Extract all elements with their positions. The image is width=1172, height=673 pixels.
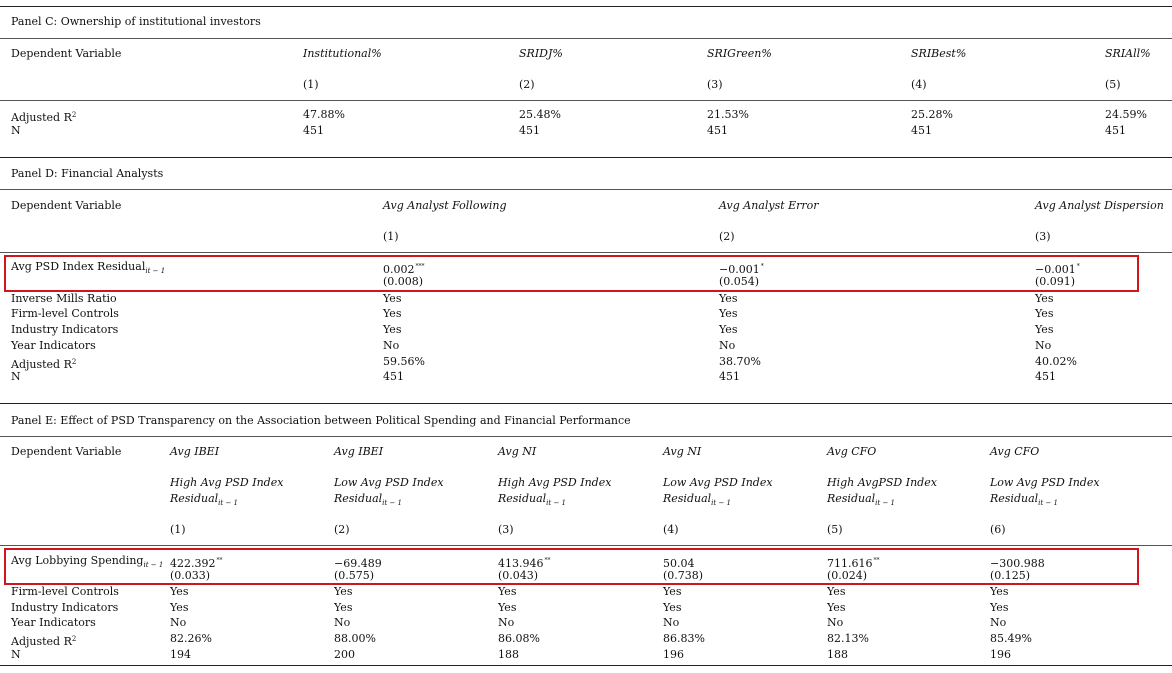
panel-e-p-3: (0.043) [498,569,539,582]
panel-e-c6-year: No [990,616,1007,629]
panel-c-adj-3: 21.53% [707,108,749,121]
panel-d-row-label-n: N [11,370,21,383]
panel-e-coef-stars-5: ** [873,557,880,564]
panel-d-coef-stars-3: * [1076,263,1080,270]
panel-c-body-rule [0,100,1172,101]
panel-d-p-3: (0.091) [1035,275,1076,288]
panel-e-col-num-3: (3) [498,523,514,536]
panel-e-sub1-it-3: Avg PSD Index [528,476,612,489]
panel-d-c2-adj: 38.70% [719,355,761,368]
panel-d-c2-industry: Yes [719,323,738,336]
panel-e-row-label-firm: Firm-level Controls [11,585,119,598]
panel-e-var-text: Avg Lobbying Spending [11,554,144,567]
panel-d-coef-value-2: −0.001 [719,263,760,276]
panel-d-col-num-2: (2) [719,230,735,243]
panel-d-p-1: (0.008) [383,275,424,288]
panel-e-sub2-text-2: Residual [334,492,383,505]
panel-e-c2-n: 200 [334,648,355,661]
panel-c-col-name-2: SRIDJ% [519,47,563,60]
panel-c-col-num-2: (2) [519,78,535,91]
panel-d-c1-imr: Yes [383,292,402,305]
panel-e-p-5: (0.024) [827,569,868,582]
panel-e-sub2-subscript-1: it − 1 [218,499,238,507]
panel-e-c3-industry: Yes [498,601,517,614]
panel-c-n-5: 451 [1105,124,1126,137]
panel-e-header-rule [0,436,1172,437]
r-squared-superscript: 2 [71,111,77,119]
panel-e-c6-adj: 85.49% [990,632,1032,645]
panel-e-c2-year: No [334,616,351,629]
panel-d-c3-imr: Yes [1035,292,1054,305]
panel-c-col-num-5: (5) [1105,78,1121,91]
panel-d-c3-industry: Yes [1035,323,1054,336]
panel-e-c1-n: 194 [170,648,191,661]
panel-e-sub1-it-4: Avg PSD Index [689,476,773,489]
panel-c-col-name-1: Institutional% [303,47,382,60]
panel-e-c4-n: 196 [663,648,684,661]
panel-c-header-rule [0,38,1172,39]
panel-e-p-1: (0.033) [170,569,211,582]
panel-e-col-num-1: (1) [170,523,186,536]
panel-c-col-num-1: (1) [303,78,319,91]
panel-d-c3-firm: Yes [1035,307,1054,320]
panel-e-col-sub2-3 [498,492,566,510]
panel-e-c2-adj: 88.00% [334,632,376,645]
panel-e-sub2-subscript-4: it − 1 [711,499,731,507]
panel-d-c1-year: No [383,339,400,352]
panel-e-c4-firm: Yes [663,585,682,598]
panel-e-sub1-plain-6: Low [990,476,1017,489]
table-bottom-rule [0,665,1172,666]
panel-d-coef-stars-2: * [760,263,764,270]
panel-d-c1-industry: Yes [383,323,402,336]
panel-e-coef-value-5: 711.616 [827,557,873,570]
panel-e-col-sub1-2 [334,476,444,490]
panel-e-col-name-1: Avg IBEI [170,445,220,458]
panel-e-col-name-3: Avg NI [498,445,537,458]
panel-d-p-2: (0.054) [719,275,760,288]
panel-d-coef-stars-1: *** [415,263,425,270]
panel-e-coef-stars-1: ** [216,557,223,564]
panel-e-c5-industry: Yes [827,601,846,614]
panel-e-row-label-year: Year Indicators [11,616,96,629]
panel-e-c5-year: No [827,616,844,629]
panel-e-sub1-plain-3: High [498,476,529,489]
panel-e-var-label [11,554,163,572]
panel-e-col-sub1-5 [827,476,937,490]
panel-d-row-label-imr: Inverse Mills Ratio [11,292,117,305]
panel-e-sub2-subscript-2: it − 1 [382,499,402,507]
panel-e-col-sub1-1 [170,476,283,490]
panel-e-sub1-plain-1: High [170,476,201,489]
panel-e-col-num-5: (5) [827,523,843,536]
panel-c-adj-5: 24.59% [1105,108,1147,121]
panel-d-coef-value-3: −0.001 [1035,263,1076,276]
panel-e-sub1-it-6: Avg PSD Index [1016,476,1100,489]
panel-e-sub1-plain-5: High [827,476,858,489]
panel-c-col-name-5: SRIAll% [1105,47,1151,60]
panel-c-adj-2: 25.48% [519,108,561,121]
panel-d-row-label-year: Year Indicators [11,339,96,352]
panel-e-c4-year: No [663,616,680,629]
panel-e-col-sub2-2 [334,492,402,510]
panel-e-c3-adj: 86.08% [498,632,540,645]
panel-d-col-num-1: (1) [383,230,399,243]
panel-e-c6-industry: Yes [990,601,1009,614]
panel-c-dep-label: Dependent Variable [11,47,122,60]
panel-e-col-name-6: Avg CFO [990,445,1040,458]
panel-d-row-label-firm: Firm-level Controls [11,307,119,320]
panel-e-c5-adj: 82.13% [827,632,869,645]
panel-d-col-name-2: Avg Analyst Error [719,199,819,212]
panel-e-var-subscript: it − 1 [143,561,164,569]
panel-d-c2-imr: Yes [719,292,738,305]
panel-d-title: Panel D: Financial Analysts [11,167,164,180]
panel-e-col-sub2-5 [827,492,895,510]
panel-c-n-2: 451 [519,124,540,137]
panel-e-c2-industry: Yes [334,601,353,614]
panel-c-n-label: N [11,124,21,137]
panel-e-c1-industry: Yes [170,601,189,614]
panel-e-coef-value-2: −69.489 [334,557,382,570]
panel-d-var-label [11,260,165,278]
panel-e-col-num-4: (4) [663,523,679,536]
panel-d-c3-year: No [1035,339,1052,352]
panel-c-n-4: 451 [911,124,932,137]
panel-e-row-label-n: N [11,648,21,661]
panel-e-sub1-plain-4: Low [663,476,690,489]
panel-e-row-label-industry: Industry Indicators [11,601,119,614]
panel-d-row-label-industry: Industry Indicators [11,323,119,336]
panel-e-row-label-adj [11,632,76,649]
panel-e-col-num-2: (2) [334,523,350,536]
panel-d-coef-value-1: 0.002 [383,263,415,276]
panel-e-sub1-it-1: Avg PSD Index [200,476,284,489]
panel-d-c2-n: 451 [719,370,740,383]
panel-e-c6-n: 196 [990,648,1011,661]
panel-e-sub2-text-4: Residual [663,492,712,505]
panel-d-c1-n: 451 [383,370,404,383]
panel-e-col-name-5: Avg CFO [827,445,877,458]
panel-e-p-6: (0.125) [990,569,1031,582]
panel-c-n-1: 451 [303,124,324,137]
panel-e-sub2-subscript-6: it − 1 [1038,499,1058,507]
panel-c-col-name-3: SRIGreen% [707,47,772,60]
panel-e-c1-year: No [170,616,187,629]
panel-c-col-num-4: (4) [911,78,927,91]
panel-d-col-name-3: Avg Analyst Dispersion [1035,199,1164,212]
panel-e-col-sub2-4 [663,492,731,510]
panel-e-c1-firm: Yes [170,585,189,598]
panel-d-col-num-3: (3) [1035,230,1051,243]
panel-e-col-sub2-6 [990,492,1058,510]
panel-e-top-rule [0,403,1172,404]
panel-d-c2-year: No [719,339,736,352]
panel-e-coef-value-4: 50.04 [663,557,695,570]
panel-e-sub1-it-5: AvgPSD Index [857,476,937,489]
panel-d-var-text: Avg PSD Index Residual [11,260,146,273]
panel-e-coef-stars-3: ** [544,557,551,564]
panel-e-col-name-2: Avg IBEI [334,445,384,458]
panel-e-c6-firm: Yes [990,585,1009,598]
panel-e-col-num-6: (6) [990,523,1006,536]
panel-c-title: Panel C: Ownership of institutional investors [11,15,261,28]
panel-e-col-name-4: Avg NI [663,445,702,458]
panel-c-col-num-3: (3) [707,78,723,91]
panel-d-dep-label: Dependent Variable [11,199,122,212]
panel-e-col-sub2-1 [170,492,238,510]
panel-e-sub1-plain-2: Low [334,476,361,489]
panel-e-sub2-subscript-5: it − 1 [875,499,895,507]
panel-c-n-3: 451 [707,124,728,137]
panel-e-sub2-text-6: Residual [990,492,1039,505]
panel-c-adj-1: 47.88% [303,108,345,121]
panel-d-highlight-box [4,255,1139,292]
panel-e-coef-value-1: 422.392 [170,557,216,570]
panel-e-col-sub1-4 [663,476,773,490]
panel-d-top-rule [0,157,1172,158]
panel-e-col-sub1-3 [498,476,611,490]
panel-e-c5-n: 188 [827,648,848,661]
panel-e-c5-firm: Yes [827,585,846,598]
panel-e-title: Panel E: Effect of PSD Transparency on the Association between Political Spending and Financial Performance [11,414,631,427]
panel-e-coef-value-3: 413.946 [498,557,544,570]
panel-d-c3-adj: 40.02% [1035,355,1077,368]
panel-e-body-rule [0,545,1172,546]
panel-e-sub2-text-5: Residual [827,492,876,505]
panel-d-var-subscript: it − 1 [145,267,166,275]
panel-e-c3-n: 188 [498,648,519,661]
panel-e-sub2-text-1: Residual [170,492,219,505]
panel-d-c2-firm: Yes [719,307,738,320]
r-squared-superscript: 2 [71,635,77,643]
panel-c-col-name-4: SRIBest% [911,47,967,60]
panel-e-adj-text: Adjusted R [11,635,72,648]
r-squared-superscript: 2 [71,358,77,366]
panel-d-col-name-1: Avg Analyst Following [383,199,507,212]
panel-d-header-rule [0,189,1172,190]
panel-e-p-2: (0.575) [334,569,375,582]
panel-d-c1-adj: 59.56% [383,355,425,368]
panel-d-adj-text: Adjusted R [11,358,72,371]
panel-d-c1-firm: Yes [383,307,402,320]
panel-e-dep-label: Dependent Variable [11,445,122,458]
panel-e-c1-adj: 82.26% [170,632,212,645]
panel-e-coef-value-6: −300.988 [990,557,1045,570]
panel-e-p-4: (0.738) [663,569,704,582]
panel-e-c2-firm: Yes [334,585,353,598]
panel-c-top-rule [0,6,1172,7]
panel-c-adj-4: 25.28% [911,108,953,121]
panel-c-adj-label [11,108,76,125]
panel-d-c3-n: 451 [1035,370,1056,383]
panel-e-c3-firm: Yes [498,585,517,598]
panel-e-c3-year: No [498,616,515,629]
panel-e-sub2-text-3: Residual [498,492,547,505]
panel-e-c4-adj: 86.83% [663,632,705,645]
panel-e-sub1-it-2: Avg PSD Index [360,476,444,489]
panel-e-col-sub1-6 [990,476,1100,490]
panel-e-sub2-subscript-3: it − 1 [546,499,566,507]
panel-e-c4-industry: Yes [663,601,682,614]
panel-d-body-rule [0,252,1172,253]
panel-c-adj-text: Adjusted R [11,111,72,124]
